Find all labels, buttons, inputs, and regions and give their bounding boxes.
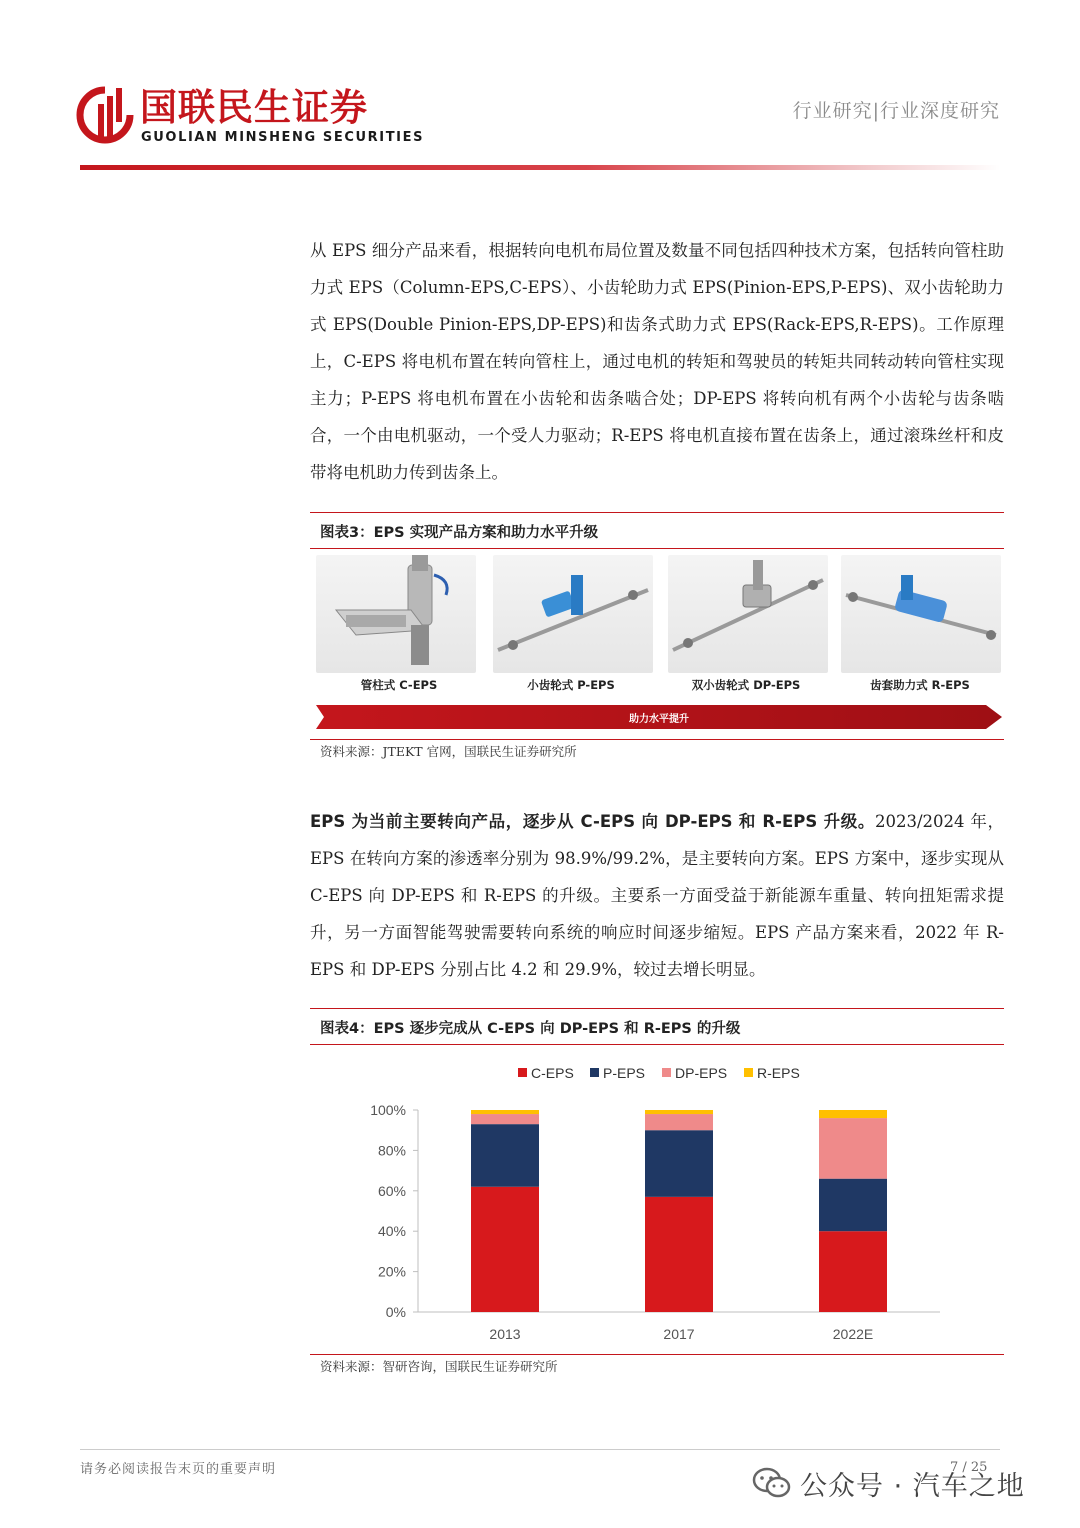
pinion-eps-image bbox=[493, 555, 653, 673]
bar-segment bbox=[645, 1114, 713, 1130]
figure4-title-rule bbox=[310, 1044, 1004, 1045]
figure3-source: 资料来源：JTEKT 官网，国联民生证券研究所 bbox=[320, 744, 577, 759]
paragraph2-body: 2023/2024 年，EPS 在转向方案的渗透率分别为 98.9%/99.2%，是主要转向方案。EPS 方案中，逐步实现从 C-EPS 向 DP-EPS 和 R-EPS 的升级。主要系一方面受益于新能源车重量、转向扭矩需求提升，另一方面智能驾驶需要转向系统的响应时间逐步缩短。EPS 产品方案来看，2022 年 R-EPS 和 DP-EPS 分别占比 4.2 和 29.9%，较过去增长明显。 bbox=[310, 812, 1004, 979]
legend-label: R-EPS bbox=[757, 1065, 800, 1081]
legend-label: DP-EPS bbox=[675, 1065, 728, 1081]
legend-swatch bbox=[744, 1068, 753, 1077]
x-tick-label: 2013 bbox=[489, 1326, 521, 1342]
legend-label: P-EPS bbox=[603, 1065, 646, 1081]
y-tick-label: 40% bbox=[377, 1223, 406, 1240]
bar-segment bbox=[819, 1179, 887, 1232]
x-tick-label: 2017 bbox=[663, 1326, 695, 1342]
x-tick-label: 2022E bbox=[832, 1326, 874, 1342]
company-logo-icon bbox=[76, 86, 134, 144]
footer-divider bbox=[80, 1449, 1000, 1450]
y-tick-label: 60% bbox=[377, 1182, 406, 1199]
paragraph2-lead: EPS 为当前主要转向产品，逐步从 C-EPS 向 DP-EPS 和 R-EPS 升级。 bbox=[310, 812, 875, 831]
bar-segment bbox=[645, 1130, 713, 1197]
y-tick-label: 100% bbox=[370, 1102, 406, 1118]
bar-segment bbox=[471, 1187, 539, 1312]
logo-chinese-name: 国联民生证券 bbox=[140, 86, 368, 129]
bar-segment bbox=[645, 1197, 713, 1312]
product-label-p-eps: 小齿轮式 P-EPS bbox=[527, 678, 615, 692]
bar-segment bbox=[645, 1110, 713, 1114]
figure3-title-rule bbox=[310, 548, 1004, 549]
legend-swatch bbox=[662, 1068, 671, 1077]
product-label-dp-eps: 双小齿轮式 DP-EPS bbox=[691, 678, 801, 692]
bar-segment bbox=[471, 1124, 539, 1187]
legend-swatch bbox=[590, 1068, 599, 1077]
figure3-top-rule bbox=[310, 512, 1004, 513]
bar-segment bbox=[819, 1231, 887, 1312]
body-paragraph-1: 从 EPS 细分产品来看，根据转向电机布局位置及数量不同包括四种技术方案，包括转向管柱助力式 EPS（Column-EPS,C-EPS）、小齿轮助力式 EPS(Pinion-EPS,P-EPS)、双小齿轮助力式 EPS(Double Pinion-EPS,DP-EPS)和齿条式助力式 EPS(Rack-EPS,R-EPS)。工作原理上，C-EPS 将电机布置在转向管柱上，通过电机的转矩和驾驶员的转矩共同转动转向管柱实现主力；P-EPS 将电机布置在小齿轮和齿条啮合处；DP-EPS 将转向机有两个小齿轮与齿条啮合，一个由电机驱动，一个受人力驱动；R-EPS 将电机直接布置在齿条上，通过滚珠丝杆和皮带将电机助力传到齿条上。 bbox=[310, 241, 1004, 482]
dual-pinion-eps-image bbox=[668, 555, 828, 673]
y-tick-label: 20% bbox=[377, 1263, 406, 1280]
logo-english-name: GUOLIAN MINSHENG SECURITIES bbox=[141, 130, 425, 145]
watermark-text: 公众号 · 汽车之地 bbox=[800, 1471, 1025, 1502]
header-divider bbox=[80, 165, 1000, 170]
figure4-source: 资料来源：智研咨询，国联民生证券研究所 bbox=[320, 1359, 558, 1374]
body-paragraph-2 bbox=[310, 803, 1004, 988]
figure4-top-rule bbox=[310, 1008, 1004, 1009]
bar-segment bbox=[471, 1114, 539, 1124]
figure4-title: 图表4：EPS 逐步完成从 C-EPS 向 DP-EPS 和 R-EPS 的升级 bbox=[320, 1021, 741, 1037]
page-number: 7 / 25 bbox=[950, 1460, 988, 1475]
wechat-icon bbox=[752, 1466, 792, 1500]
footer-disclaimer: 请务必阅读报告末页的重要声明 bbox=[80, 1462, 277, 1477]
legend-swatch bbox=[518, 1068, 527, 1077]
rack-eps-image bbox=[841, 555, 1001, 673]
figure3-title: 图表3：EPS 实现产品方案和助力水平升级 bbox=[320, 525, 599, 541]
product-label-c-eps: 管柱式 C-EPS bbox=[360, 678, 438, 692]
figure3-bottom-rule bbox=[310, 739, 1004, 740]
assist-level-arrow-label: 助力水平提升 bbox=[629, 714, 689, 725]
figure4-bottom-rule bbox=[310, 1354, 1004, 1355]
report-category: 行业研究|行业深度研究 bbox=[792, 100, 1000, 122]
y-tick-label: 0% bbox=[385, 1304, 406, 1320]
bar-segment bbox=[471, 1110, 539, 1114]
legend-label: C-EPS bbox=[531, 1065, 574, 1081]
bar-segment bbox=[819, 1110, 887, 1118]
bar-segment bbox=[819, 1118, 887, 1179]
stacked-bar-chart bbox=[340, 1055, 980, 1355]
y-tick-label: 80% bbox=[377, 1142, 406, 1159]
product-label-r-eps: 齿套助力式 R-EPS bbox=[870, 678, 970, 692]
column-eps-image bbox=[316, 555, 476, 673]
